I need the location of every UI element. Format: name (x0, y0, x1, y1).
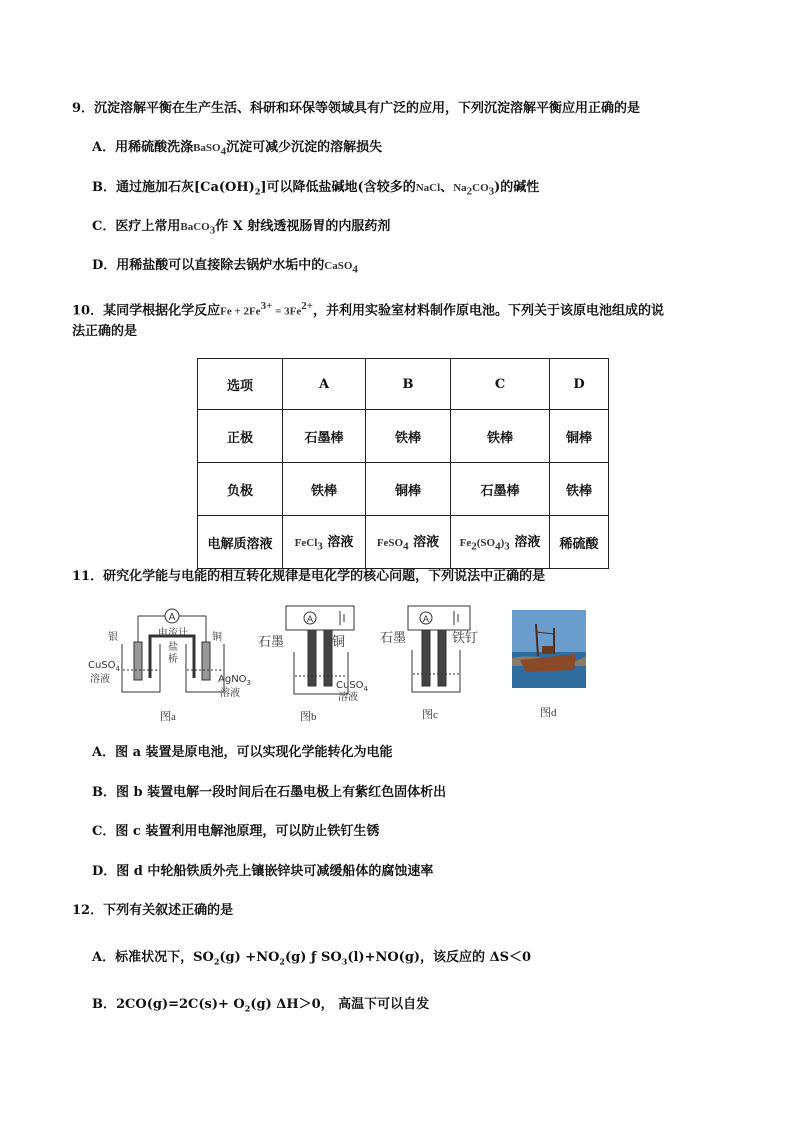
svg-text:盐: 盐 (168, 642, 178, 653)
q9-option-a: A．用稀硫酸洗涤BaSO$_4$沉淀可减少沉淀的溶解损失 (92, 140, 383, 158)
table-cell: 正极 (198, 410, 283, 463)
q11-option-d: D．图 d 中轮船铁质外壳上镶嵌锌块可减缓船体的腐蚀速率 (92, 864, 434, 879)
figure-c (378, 600, 488, 700)
table-cell: $Fe_2(SO_4)_3$ 溶液 (451, 516, 550, 569)
q9-option-c: C．医疗上常用BaCO$_3$作 X 射线透视肠胃的内服药剂 (92, 219, 391, 237)
table-cell: 铁棒 (451, 410, 550, 463)
q11-option-b: B．图 b 装置电解一段时间后在石墨电极上有紫红色固体析出 (92, 785, 447, 800)
table-cell: 负极 (198, 463, 283, 516)
svg-text:桥: 桥 (168, 654, 178, 665)
table-cell: FeSO$_4$ 溶液 (366, 516, 451, 569)
figure-b-caption: 图b (300, 711, 317, 723)
figure-b (256, 602, 376, 702)
figure-a (86, 600, 256, 705)
svg-text:铜: 铜 (332, 635, 346, 650)
svg-text:铁钉: 铁钉 (452, 631, 479, 646)
figure-c-caption: 图c (422, 709, 438, 721)
svg-text:CuSO4: CuSO$_4$ (336, 680, 369, 693)
figure-d-caption: 图d (540, 707, 557, 719)
table-cell: 铜棒 (550, 410, 609, 463)
table-header-cell: 选项 (198, 359, 283, 410)
q11-stem: 11．研究化学能与电能的相互转化规律是电化学的核心问题，下列说法中正确的是 (72, 569, 546, 584)
q11-option-c: C．图 c 装置利用电解池原理，可以防止铁钉生锈 (92, 824, 380, 839)
figure-d-ship-photo (512, 610, 586, 688)
q12-option-a: A．标准状况下，$SO_2(g) +NO_2(g)$ ƒ $SO_3(l)+NO(g)$，该反应的 ΔS＜0 (92, 950, 532, 967)
q9-stem: 9．沉淀溶解平衡在生产生活、科研和环保等领域具有广泛的应用，下列沉淀溶解平衡应用正确的是 (72, 101, 641, 116)
table-cell: 铁棒 (550, 463, 609, 516)
svg-text:溶液: 溶液 (220, 688, 240, 699)
q10-options-table (197, 358, 609, 569)
svg-text:溶液: 溶液 (90, 674, 110, 685)
table-header-cell: A (283, 359, 366, 410)
svg-text:溶液: 溶液 (338, 692, 358, 702)
table-row (198, 516, 609, 569)
svg-text:A: A (168, 612, 176, 623)
table-cell: 稀硫酸 (550, 516, 609, 569)
svg-text:石墨: 石墨 (380, 631, 407, 646)
table-cell: 石墨棒 (283, 410, 366, 463)
figure-a-caption: 图a (160, 711, 176, 723)
table-header-cell: B (366, 359, 451, 410)
q11-option-a: A．图 a 装置是原电池，可以实现化学能转化为电能 (92, 745, 393, 760)
table-cell: 电解质溶液 (198, 516, 283, 569)
table-cell: 铜棒 (366, 463, 451, 516)
q10-stem-line1: 10．某同学根据化学反应$Fe + 2Fe^{3+} = 3Fe^{2+}$，并利用实验室材料制作原电池。下列关于该原电池组成的说 (72, 300, 665, 319)
table-cell: 铁棒 (366, 410, 451, 463)
table-row (198, 410, 609, 463)
svg-text:A: A (306, 615, 314, 625)
q12-stem: 12．下列有关叙述正确的是 (72, 903, 234, 918)
table-header-cell: D (550, 359, 609, 410)
svg-text:CuSO4: CuSO$_4$ (88, 660, 121, 673)
table-cell: 铁棒 (283, 463, 366, 516)
svg-text:银: 银 (108, 632, 118, 643)
table-row (198, 359, 609, 410)
table-row (198, 463, 609, 516)
svg-text:A: A (422, 615, 430, 625)
q9-option-d: D．用稀盐酸可以直接除去锅炉水垢中的CaSO$_4$ (92, 258, 358, 276)
table-header-cell: C (451, 359, 550, 410)
table-cell: FeCl$_3$ 溶液 (283, 516, 366, 569)
svg-text:铜: 铜 (212, 632, 222, 643)
q10-stem-line2: 法正确的是 (72, 324, 138, 339)
q12-option-b: B．$2CO(g)=2C(s)+ O_2(g)$ ΔH＞0， 高温下可以自发 (92, 997, 430, 1014)
svg-text:石墨: 石墨 (258, 635, 285, 650)
svg-text:AgNO3: AgNO$_3$ (218, 674, 252, 687)
q9-option-b: B．通过施加石灰$[Ca(OH)_2]$可以降低盐碱地(含较多的NaCl、$Na_2CO_3$)的碱性 (92, 180, 540, 198)
table-cell: 石墨棒 (451, 463, 550, 516)
svg-text:电流计: 电流计 (158, 628, 188, 639)
